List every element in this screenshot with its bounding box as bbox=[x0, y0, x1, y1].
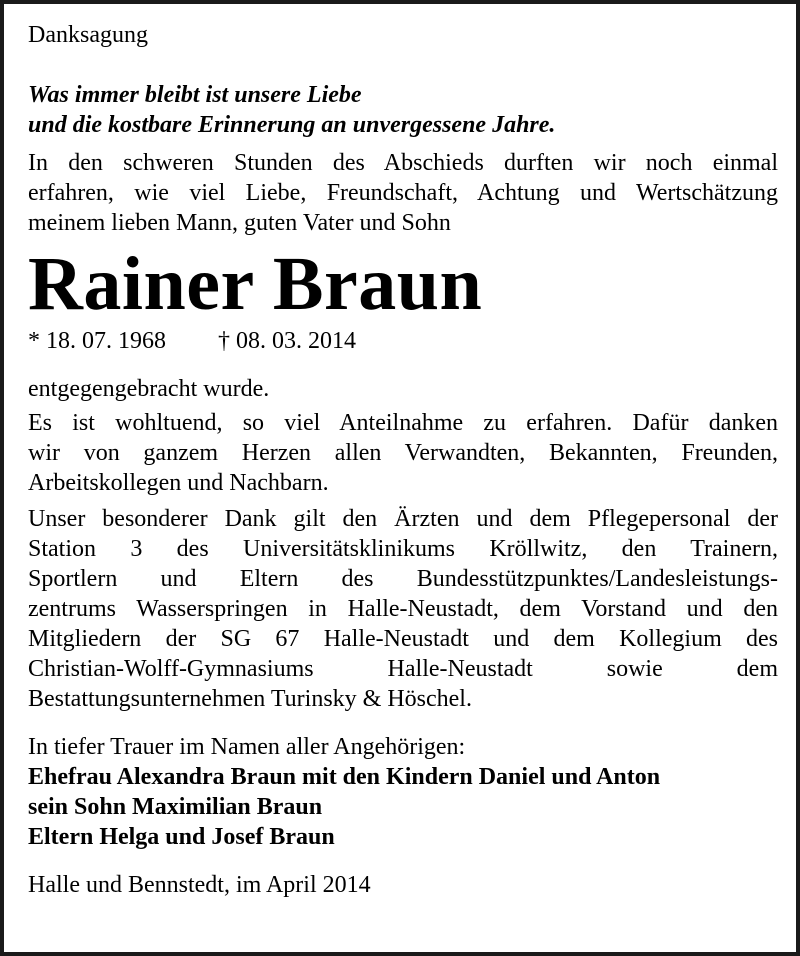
special-thanks-paragraph bbox=[28, 504, 778, 714]
mourners-list bbox=[28, 762, 778, 852]
birth-date: * 18. 07. 1968 bbox=[28, 328, 166, 354]
text-line: Mitgliedern der SG 67 Halle-Neustadt und dem Kollegium des bbox=[28, 626, 778, 652]
obituary-content bbox=[28, 20, 778, 900]
thanks-paragraph bbox=[28, 408, 778, 498]
text-line: Christian-Wolff-Gymnasiums Halle-Neustadt sowie dem bbox=[28, 656, 778, 682]
motto-line: und die kostbare Erinnerung an unvergessene Jahre. bbox=[28, 112, 556, 138]
text-line: Arbeitskollegen und Nachbarn. bbox=[28, 470, 329, 496]
motto-line: Was immer bleibt ist unsere Liebe bbox=[28, 82, 362, 108]
text-line: In den schweren Stunden des Abschieds durften wir noch einmal bbox=[28, 150, 778, 176]
text-line: Sportlern und Eltern des Bundesstützpunktes/Landesleistungs- bbox=[28, 566, 778, 592]
motto bbox=[28, 80, 778, 140]
text-line: wir von ganzem Herzen allen Verwandten, Bekannten, Freunden, bbox=[28, 440, 778, 466]
text-line: erfahren, wie viel Liebe, Freundschaft, Achtung und Wertschätzung bbox=[28, 180, 778, 206]
mourning-intro: In tiefer Trauer im Namen aller Angehörigen: bbox=[28, 734, 466, 760]
place-and-date: Halle und Bennstedt, im April 2014 bbox=[28, 872, 371, 898]
life-dates bbox=[28, 326, 778, 356]
mourner-line: Ehefrau Alexandra Braun mit den Kindern Daniel und Anton bbox=[28, 764, 661, 790]
text-line: Unser besonderer Dank gilt den Ärzten und dem Pflegepersonal der bbox=[28, 506, 778, 532]
mourner-line: sein Sohn Maximilian Braun bbox=[28, 794, 323, 820]
after-name-line: entgegengebracht wurde. bbox=[28, 376, 270, 402]
deceased-name: Rainer Braun bbox=[28, 242, 483, 326]
text-line: Bestattungsunternehmen Turinsky & Höschel. bbox=[28, 686, 472, 712]
heading: Danksagung bbox=[28, 22, 148, 48]
mourner-line: Eltern Helga und Josef Braun bbox=[28, 824, 335, 850]
text-line: meinem lieben Mann, guten Vater und Sohn bbox=[28, 210, 451, 236]
death-date: † 08. 03. 2014 bbox=[218, 328, 356, 354]
text-line: Station 3 des Universitätsklinikums Kröllwitz, den Trainern, bbox=[28, 536, 778, 562]
text-line: zentrums Wasserspringen in Halle-Neustadt, dem Vorstand und den bbox=[28, 596, 778, 622]
intro-paragraph bbox=[28, 148, 778, 238]
text-line: Es ist wohltuend, so viel Anteilnahme zu erfahren. Dafür danken bbox=[28, 410, 778, 436]
